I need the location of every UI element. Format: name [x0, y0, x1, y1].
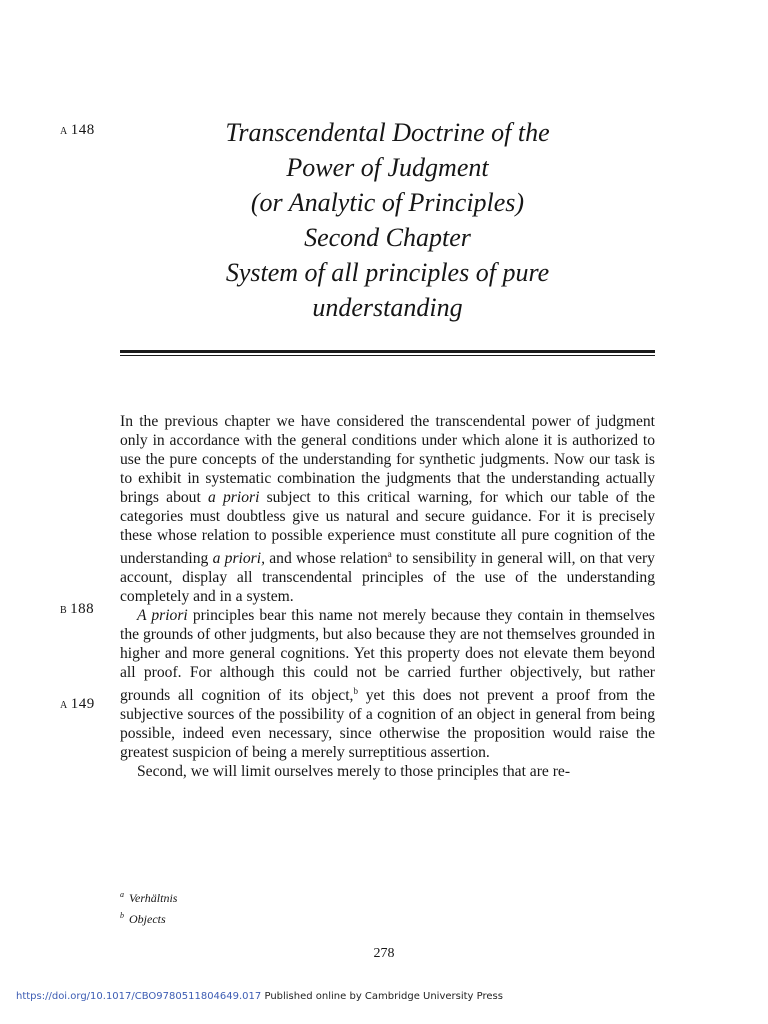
heading-line: System of all principles of pure: [225, 258, 550, 287]
paragraph: Second, we will limit ourselves merely to those principles that are re-: [137, 763, 571, 781]
rule-thick: [120, 350, 655, 353]
credit-line: [16, 991, 503, 1002]
footnote: [120, 886, 177, 907]
text-run: principles bear this name not merely because they contain in themselves the grounds of other judgments, but also because they are not themselves grounded in higher and more general cognitions. Yet this property does not elevate them beyond all proof. For although this could not be carried further objectively, but rather grounds all cognition of its object,: [120, 607, 655, 705]
heading-line: Second Chapter: [304, 223, 471, 252]
margin-ref-number: 188: [70, 601, 95, 617]
text-run: and whose relation: [264, 550, 388, 568]
margin-ref-letter: A: [60, 126, 68, 137]
paragraph: [120, 606, 655, 762]
margin-ref-a148: [60, 122, 95, 139]
emphasis: a priori,: [212, 550, 265, 568]
page-number: 278: [373, 946, 395, 961]
doi-link[interactable]: https://doi.org/10.1017/CBO9780511804649.017: [16, 991, 262, 1002]
text-run: to sensibility in general will, on that very account, display all transcendental principles of the use of the understanding completely and in a system.: [120, 550, 655, 606]
margin-ref-b188: [60, 601, 94, 618]
paragraph: [120, 412, 655, 606]
text-run: yet this does not prevent a proof from the subjective sources of the possibility of a cognition of an object in general from being possible, indeed even necessary, since otherwise the proposition would raise the greatest suspicion of being a merely surreptitious assertion.: [120, 687, 655, 762]
margin-ref-number: 148: [70, 122, 95, 138]
footnote: [120, 907, 177, 928]
heading-line: Transcendental Doctrine of the: [225, 118, 550, 147]
margin-ref-letter: B: [60, 605, 68, 616]
body-text: [120, 412, 655, 781]
footnote-mark: a: [120, 890, 124, 899]
footnote-marker: b: [353, 686, 358, 697]
footnotes: [120, 886, 177, 928]
emphasis: a priori: [208, 489, 260, 506]
footnote-mark: b: [120, 911, 124, 920]
footnote-text: Verhältnis: [129, 891, 178, 905]
heading-rule: [120, 350, 655, 356]
margin-ref-number: 149: [70, 696, 95, 712]
footnote-text: Objects: [129, 912, 166, 926]
credit-text: Published online by Cambridge University Press: [261, 991, 503, 1002]
emphasis: A priori: [137, 607, 188, 625]
text-run: In the previous chapter we have considered the transcendental power of judgment only in accordance with the general conditions under which alone it is authorized to use the pure concepts of the understanding for synthetic judgments. Now our task is to exhibit in systematic combination the judgments that the understanding actually brings about: [120, 413, 655, 506]
text-run: subject to this critical warning, for which our table of the categories must doubtless give us natural and secure guidance. For it is precisely these whose relation to possible experience must constitute all pure cognition of the understanding: [120, 489, 656, 568]
margin-ref-letter: A: [60, 700, 68, 711]
chapter-heading: [185, 115, 590, 325]
rule-thin: [120, 355, 655, 356]
heading-line: understanding: [312, 293, 463, 322]
footnote-marker: a: [387, 549, 392, 559]
margin-ref-a149: [60, 696, 95, 713]
heading-line: Power of Judgment: [286, 153, 489, 182]
heading-line: (or Analytic of Principles): [250, 188, 525, 217]
